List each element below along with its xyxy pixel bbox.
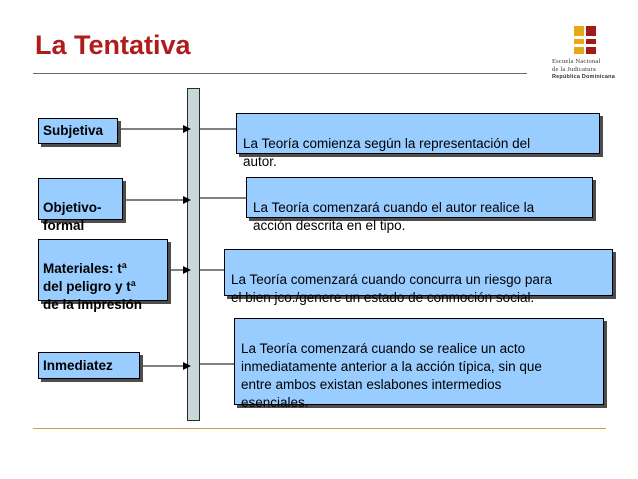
description-text: La Teoría comenzará cuando el autor realice la acción descrita en el tipo. xyxy=(253,200,535,233)
description-box-objetivo-formal xyxy=(246,177,593,233)
logo-text-line-3: República Dominicana xyxy=(552,74,615,80)
footer-rule xyxy=(33,428,606,429)
concept-label: Objetivo- formal xyxy=(43,200,102,233)
logo-text-line-1: Escuela Nacional xyxy=(552,58,601,65)
description-box-inmediatez xyxy=(234,318,604,410)
description-box-subjetiva xyxy=(236,113,600,169)
description-text: La Teoría comenzará cuando se realice un acto inmediatamente anterior a la acción típica, sin que entre ambos existan eslabones intermedios esenciales. xyxy=(241,341,542,410)
concept-label: Materiales: tª del peligro y tª de la impresión xyxy=(43,261,143,312)
concept-box-subjetiva xyxy=(38,118,118,144)
logo-text-line-2: de la Judicatura xyxy=(552,66,596,73)
description-text: La Teoría comenzará cuando concurra un riesgo para el bien jco./genere un estado de conmoción social. xyxy=(231,272,552,305)
description-text: La Teoría comienza según la representación del autor. xyxy=(243,136,531,169)
concept-label: Inmediatez xyxy=(43,357,113,373)
slide-title: La Tentativa xyxy=(35,30,191,60)
concept-label: Subjetiva xyxy=(43,123,104,138)
concept-box-materiales xyxy=(38,239,168,312)
description-box-materiales xyxy=(224,249,613,305)
concept-box-inmediatez xyxy=(38,352,140,379)
concept-box-objetivo-formal xyxy=(38,178,123,233)
